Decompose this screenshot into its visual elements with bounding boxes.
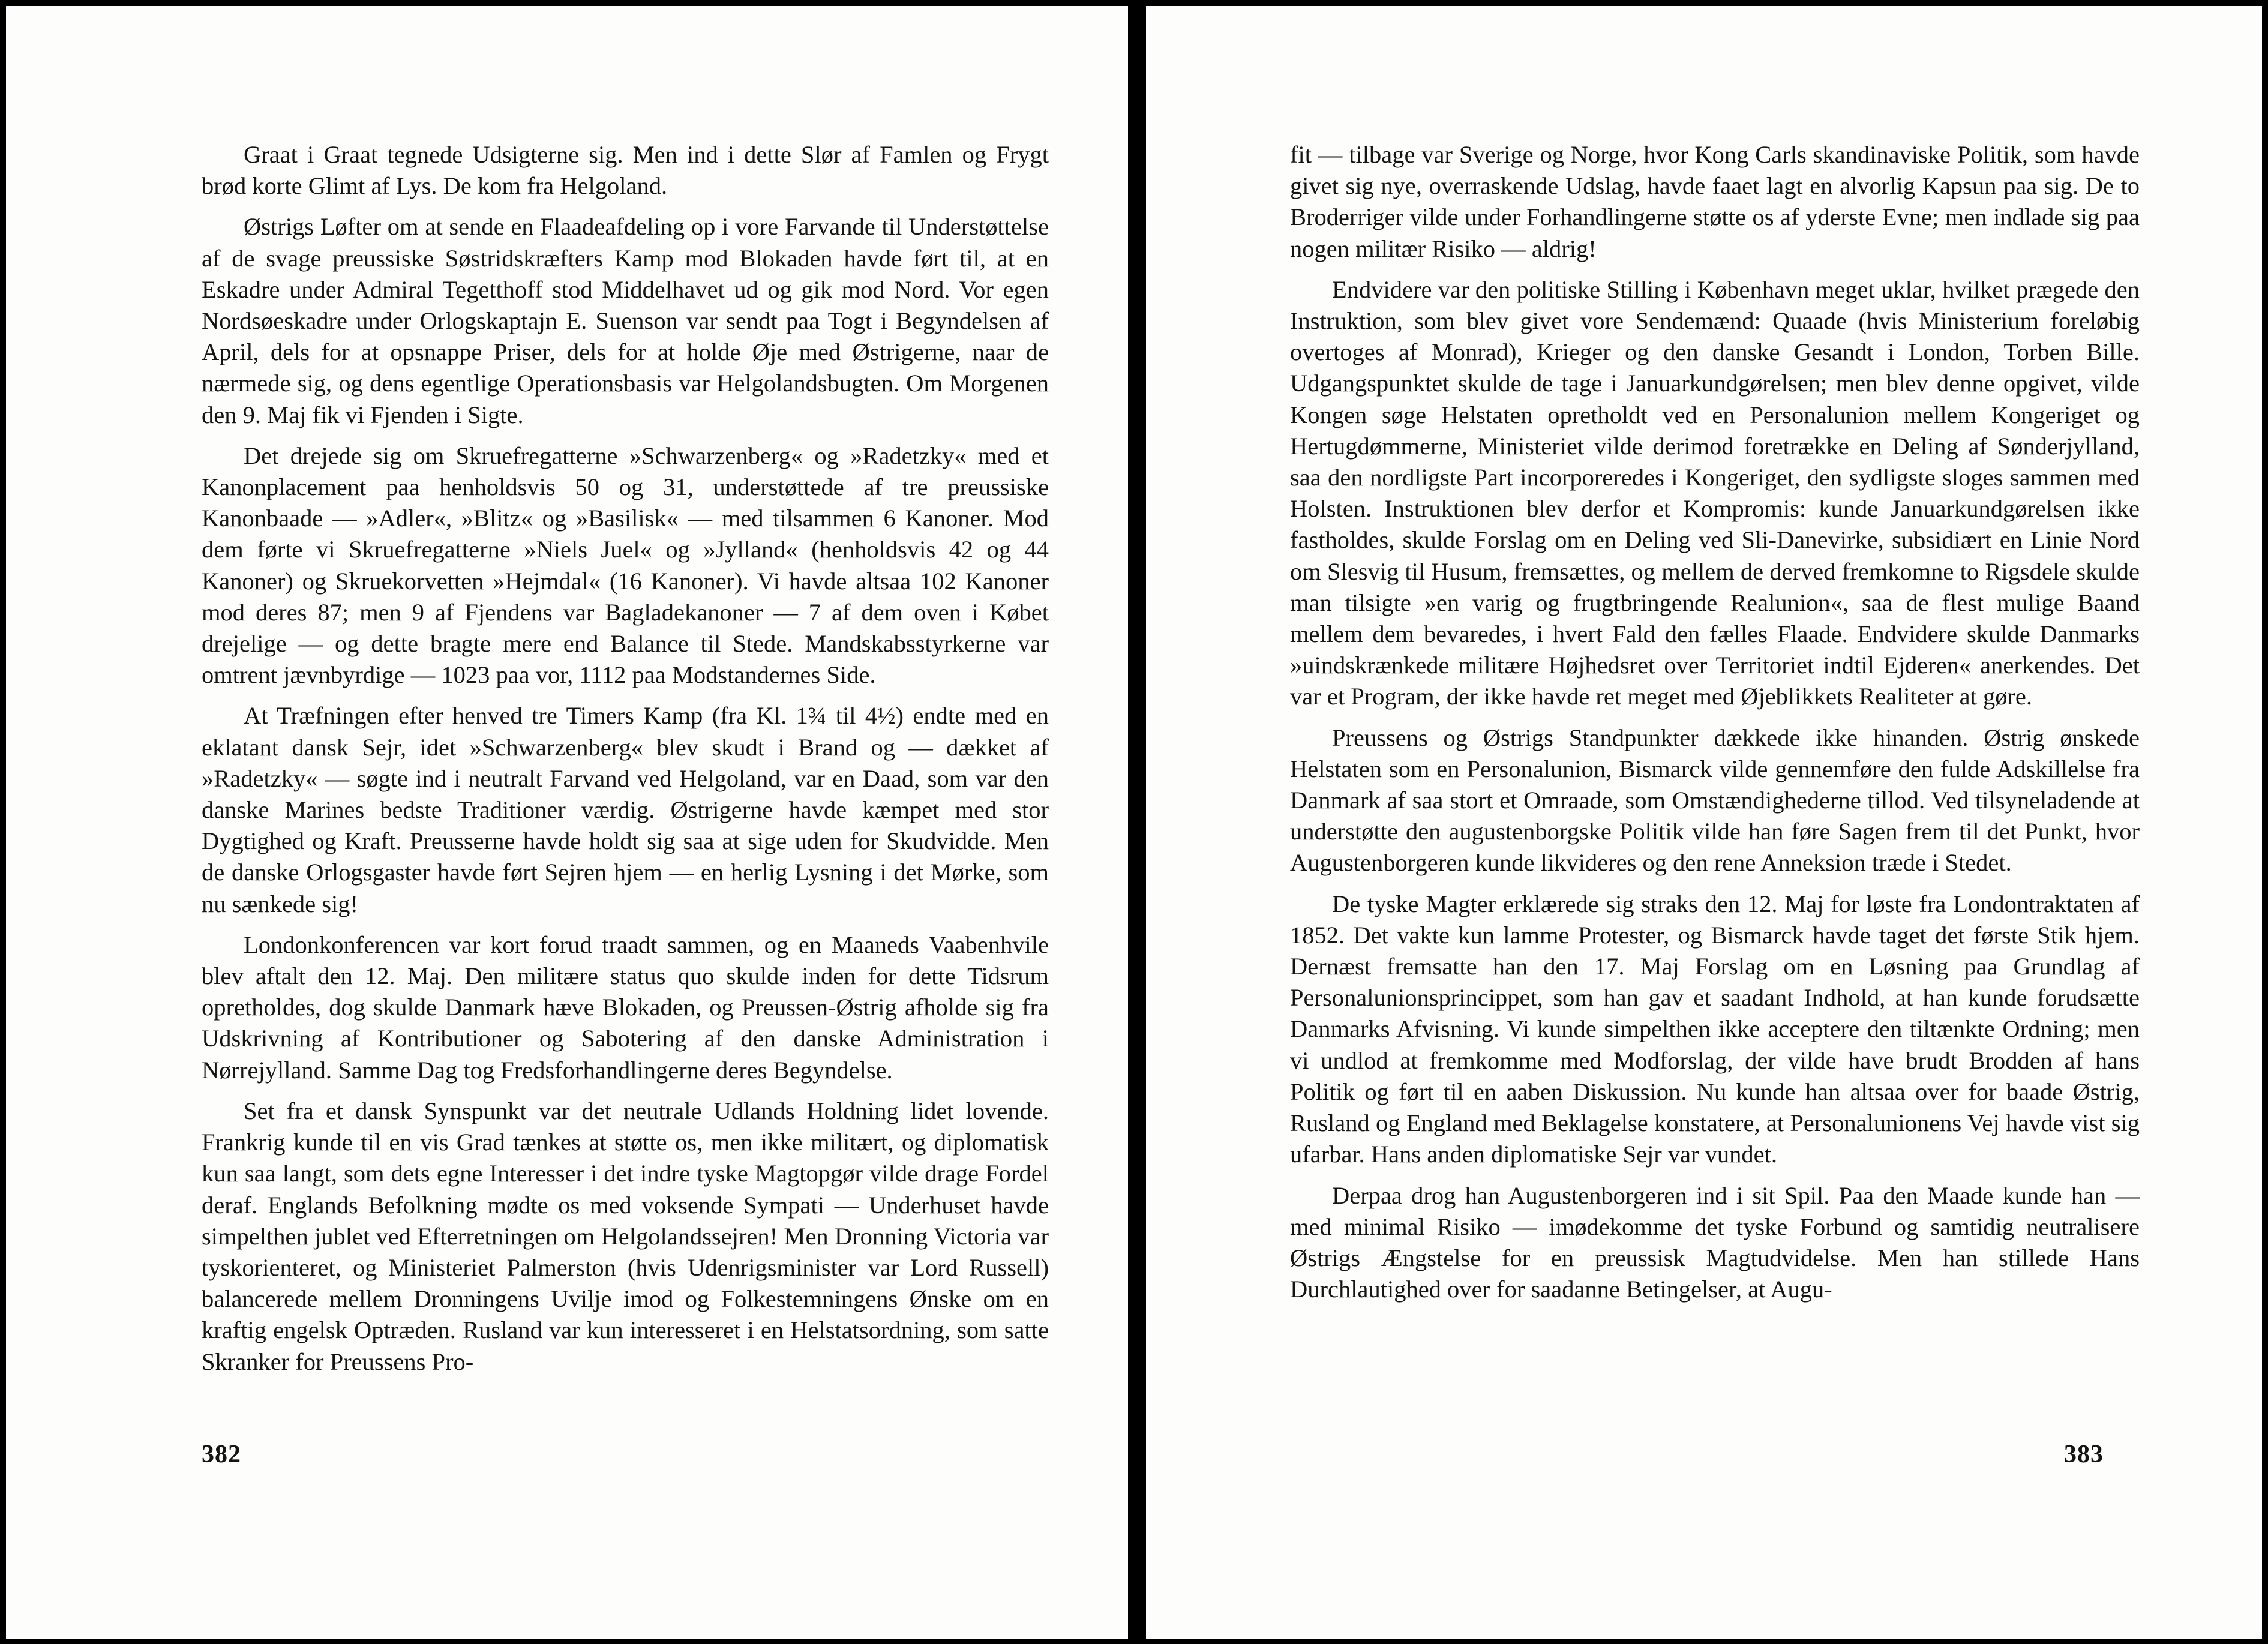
- paragraph-continued: fit — tilbage var Sverige og Norge, hvor Kong Carls skandinaviske Politik, som havde givet sig nye, overraskende Udslag, havde faaet lagt en alvorlig Kapsun paa sig. De to Broderriger vilde under Forhandlingerne støtte os af yderste Evne; men indlade sig paa nogen militær Risiko — aldrig!: [1290, 141, 2140, 262]
- paragraph: De tyske Magter erklærede sig straks den 12. Maj for løste fra Londontraktaten af 1852. Det vakte kun lamme Protester, og Bismarck havde taget det første Stik hjem. Dernæst fremsatte han den 17. Maj Forslag om en Løsning paa Grundlag af Personalunionsprincippet, som han gav et saadant Indhold, at han kunde forudsætte Danmarks Afvisning. Vi kunde simpelthen ikke acceptere den tiltænkte Ordning; men vi undlod at fremkomme med Modforslag, der vilde have brudt Brodden af hans Politik og ført til en aaben Diskussion. Nu kunde han altsaa over for baade Østrig, Rusland og England med Beklagelse konstatere, at Personalunionens Vej havde vist sig ufarbar. Hans anden diplomatiske Sejr var vundet.: [1290, 890, 2140, 1168]
- paragraph: Derpaa drog han Augustenborgeren ind i sit Spil. Paa den Maade kunde han — med minimal Risiko — imødekomme det tyske Forbund og samtidig neutralisere Østrigs Ængstelse for en preussisk Magtudvidelse. Men han stillede Hans Durchlautighed over for saadanne Betingelser, at Augu-: [1290, 1181, 2140, 1303]
- paragraph: At Træfningen efter henved tre Timers Kamp (fra Kl. 1¾ til 4½) endte med en eklatant dansk Sejr, idet »Schwarzenberg« blev skudt i Brand og — dækket af »Radetzky« — søgte ind i neutralt Farvand ved Helgoland, var en Daad, som var den danske Marines bedste Traditioner værdig. Østrigerne havde kæmpet med stor Dygtighed og Kraft. Preusserne havde holdt sig saa at sige uden for Skudvidde. Men de danske Orlogsgaster havde ført Sejren hjem — en herlig Lysning i det Mørke, som nu sænkede sig!: [202, 702, 1049, 917]
- page-number-right: 383: [2064, 1441, 2104, 1468]
- right-page: [1146, 6, 2262, 1639]
- page-number-left: 382: [202, 1441, 241, 1468]
- paragraph: Graat i Graat tegnede Udsigterne sig. Men ind i dette Slør af Famlen og Frygt brød korte Glimt af Lys. De kom fra Helgoland.: [202, 141, 1049, 200]
- paragraph: Det drejede sig om Skruefregatterne »Schwarzenberg« og »Radetzky« med et Kanonplacement paa henholdsvis 50 og 31, understøttede af tre preussiske Kanonbaade — »Adler«, »Blitz« og »Basilisk« — med tilsammen 6 Kanoner. Mod dem førte vi Skruefregatterne »Niels Juel« og »Jylland« (henholdsvis 42 og 44 Kanoner) og Skruekorvetten »Hejmdal« (16 Kanoner). Vi havde altsaa 102 Kanoner mod deres 87; men 9 af Fjendens var Bagladekanoner — 7 af dem oven i Købet drejelige — og dette bragte mere end Balance til Stede. Mandskabsstyrkerne var omtrent jævnbyrdige — 1023 paa vor, 1112 paa Modstandernes Side.: [202, 442, 1049, 689]
- paragraph: Londonkonferencen var kort forud traadt sammen, og en Maaneds Vaabenhvile blev aftalt den 12. Maj. Den militære status quo skulde inden for dette Tidsrum opretholdes, dog skulde Danmark hæve Blokaden, og Preussen-Østrig afholde sig fra Udskrivning af Kontributioner og Sabotering af den danske Administration i Nørrejylland. Samme Dag tog Fredsforhandlingerne deres Begyndelse.: [202, 931, 1049, 1084]
- paragraph: Preussens og Østrigs Standpunkter dækkede ikke hinanden. Østrig ønskede Helstaten som en Personalunion, Bismarck vilde gennemføre den fulde Adskillelse fra Danmark af saa stort et Omraade, som Omstændighederne tillod. Ved tilsyneladende at understøtte den augustenborgske Politik vilde han føre Sagen frem til det Punkt, hvor Augustenborgeren kunde likvideres og den rene Anneksion træde i Stedet.: [1290, 724, 2140, 877]
- left-page: [6, 6, 1128, 1639]
- paragraph: Set fra et dansk Synspunkt var det neutrale Udlands Holdning lidet lovende. Frankrig kunde til en vis Grad tænkes at støtte os, men ikke militært, og diplomatisk kun saa langt, som dets egne Interesser i det indre tyske Magtopgør vilde drage Fordel deraf. Englands Befolkning mødte os med voksende Sympati — Underhuset havde simpelthen jublet ved Efterretningen om Helgolandssejren! Men Dronning Victoria var tyskorienteret, og Ministeriet Palmerston (hvis Udenrigsminister var Lord Russell) balancerede mellem Dronningens Uvilje imod og Folkestemningens Ønske om en kraftig engelsk Optræden. Rusland var kun interesseret i en Helstatsordning, som satte Skranker for Preussens Pro-: [202, 1097, 1049, 1375]
- paragraph: Østrigs Løfter om at sende en Flaadeafdeling op i vore Farvande til Understøttelse af de svage preussiske Søstridskræfters Kamp mod Blokaden havde ført til, at en Eskadre under Admiral Tegetthoff stod Middelhavet ud og gik mod Nord. Vor egen Nordsøeskadre under Orlogskaptajn E. Suenson var sendt paa Togt i Begyndelsen af April, dels for at opsnappe Priser, dels for at holde Øje med Østrigerne, naar de nærmede sig, og dens egentlige Operationsbasis var Helgolandsbugten. Om Morgenen den 9. Maj fik vi Fjenden i Sigte.: [202, 213, 1049, 428]
- right-page-text: [1290, 139, 2140, 1315]
- paragraph: Endvidere var den politiske Stilling i København meget uklar, hvilket prægede den Instruktion, som blev givet vore Sendemænd: Quaade (hvis Ministerium foreløbig overtoges af Monrad), Krieger og den danske Gesandt i London, Torben Bille. Udgangspunktet skulde de tage i Januarkundgørelsen; men blev denne opgivet, vilde Kongen søge Helstaten opretholdt ved en Personalunion mellem Kongeriget og Hertugdømmerne, Ministeriet vilde derimod foretrække en Deling af Sønderjylland, saa den nordligste Part incorporeredes i Kongeriget, den sydligste sloges sammen med Holsten. Instruktionen blev derfor et Kompromis: kunde Januarkundgørelsen ikke fastholdes, skulde Forslag om en Deling ved Sli-Danevirke, subsidiært en Linie Nord om Slesvig til Husum, fremsættes, og mellem de derved fremkomne to Rigsdele skulde man tilsigte »en varig og frugtbringende Realunion«, saa de flest mulige Baand mellem dem bevaredes, i hvert Fald den fælles Flaade. Endvidere skulde Danmarks »uindskrænkede militære Højhedsret over Territoriet indtil Ejderen« anerkendes. Det var et Program, der ikke havde ret meget med Øjeblikkets Realiteter at gøre.: [1290, 275, 2140, 710]
- left-page-text: [202, 139, 1049, 1387]
